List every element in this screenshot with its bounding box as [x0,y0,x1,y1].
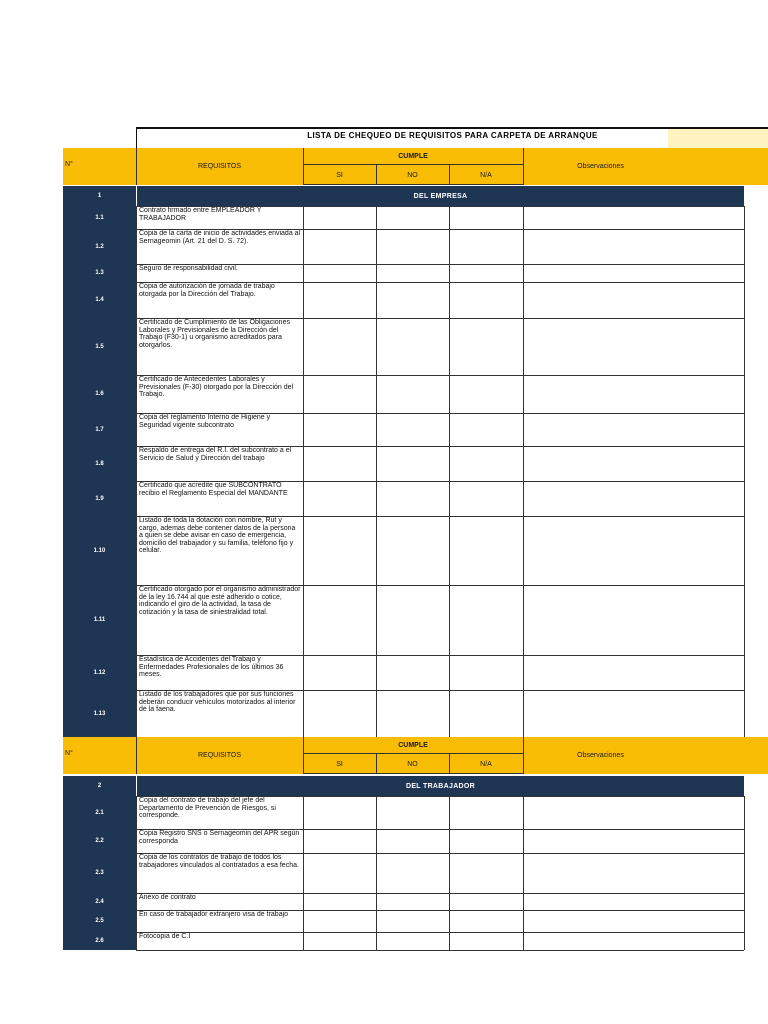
header-1-na: N/A [480,171,492,179]
na-cell[interactable] [449,893,523,910]
header-1-vline [449,164,450,185]
requirement-text: Certificado de Antecedentes Laborales y Previsionales (F-30) otorgado por la Dirección del Trabajo. [139,376,294,399]
row-divider [136,229,744,230]
si-cell[interactable] [303,446,376,481]
header-2-no: NO [407,760,418,768]
observation-cell[interactable] [523,446,744,481]
na-cell[interactable] [449,516,523,585]
header-2-vline [376,753,377,774]
section-number: 1 [63,186,136,206]
no-cell[interactable] [376,413,449,446]
no-cell[interactable] [376,893,449,910]
row-number: 2.3 [63,853,136,893]
requirement-text: Copia del reglamento Interno de Higiene y Seguridad vigente subcontrato [139,414,271,429]
no-cell[interactable] [376,829,449,853]
header-1-n: N° [65,161,73,168]
no-cell[interactable] [376,229,449,264]
column-divider [303,206,304,737]
column-divider [376,206,377,737]
observation-cell[interactable] [523,585,744,655]
requirement-text: Estadística de Accidentes del Trabajo y Enfermedades Profesionales de los últimos 36 meses. [139,656,284,679]
header-1-si: SI [336,171,343,179]
si-cell[interactable] [303,229,376,264]
observation-cell[interactable] [523,829,744,853]
row-divider [136,375,744,376]
requirement-text: Seguro de responsabilidad civil. [139,265,238,272]
requirement-text: Certificado que acredite que SUBCONTRATO recibio el Reglamento Especial del MANDANTE [139,482,288,497]
section-title: DEL TRABAJADOR [137,776,744,796]
no-cell[interactable] [376,853,449,893]
row-number: 1.7 [63,413,136,446]
header-2-cumple: CUMPLE [398,741,428,749]
row-number: 2.5 [63,910,136,932]
requirement-text: Copia de autorización de jornada de trabajo otorgada por la Dirección del Trabajo. [139,283,275,298]
header-1-observaciones: Observaciones [577,163,624,170]
si-cell[interactable] [303,413,376,446]
requirement-text: Certificado de Cumplimiento de las Obligaciones Laborales y Previsionales de la Dirección del Trabajo (F30-1) u organismo acreditados para otorgarlos. [139,319,290,349]
observation-cell[interactable] [523,229,744,264]
si-cell[interactable] [303,910,376,932]
na-cell[interactable] [449,910,523,932]
observation-cell[interactable] [523,375,744,413]
header-2-observaciones: Observaciones [577,752,624,759]
no-cell[interactable] [376,516,449,585]
no-cell[interactable] [376,910,449,932]
na-cell[interactable] [449,229,523,264]
si-cell[interactable] [303,375,376,413]
na-cell[interactable] [449,318,523,375]
observation-cell[interactable] [523,264,744,282]
row-divider [136,481,744,482]
requirement-text: Copia Registro SNS o Sernageomin del APR según corresponda [139,830,300,845]
no-cell[interactable] [376,282,449,318]
row-number: 1.9 [63,481,136,516]
row-divider [136,585,744,586]
header-2-vline [136,737,137,774]
si-cell[interactable] [303,796,376,829]
header-1-cumple: CUMPLE [398,152,428,160]
header-1-no: NO [407,171,418,179]
row-divider [136,516,744,517]
row-number: 1.5 [63,318,136,375]
si-cell[interactable] [303,318,376,375]
header-2-vline [449,753,450,774]
row-divider [136,655,744,656]
row-number: 1.12 [63,655,136,690]
si-cell[interactable] [303,264,376,282]
row-number: 1.4 [63,282,136,318]
title-tail [668,129,768,148]
requirement-text: Contrato firmado entre EMPLEADOR Y TRABAJADOR [139,207,262,222]
no-cell[interactable] [376,690,449,737]
row-number: 1.3 [63,264,136,282]
row-divider [136,910,744,911]
requirement-text: Copia del contrato de trabajo del jefe del Departamento de Prevención de Riesgos, si corresponde. [139,797,276,820]
requirement-text: Certificado otorgado por el organismo administrador de la ley 16.744 al que esté adherido o cotice, indicando el giro de la actividad, la tasa de cotización y la tasa de siniestralidad total. [139,586,301,616]
row-divider [136,282,744,283]
requirement-text: Respaldo de entrega del R.I. del subcontrato a el Servicio de Salud y Dirección del trabajo [139,447,292,462]
row-divider [136,893,744,894]
row-divider [136,829,744,830]
header-1-vline [136,148,137,185]
header-2-n: N° [65,750,73,757]
si-cell[interactable] [303,690,376,737]
header-1-vline [376,164,377,185]
column-divider [303,796,304,950]
row-number: 1.10 [63,516,136,585]
column-divider [744,206,745,737]
si-cell[interactable] [303,516,376,585]
section-title: DEL EMPRESA [137,186,744,206]
na-cell[interactable] [449,796,523,829]
column-divider [376,796,377,950]
no-cell[interactable] [376,932,449,950]
na-cell[interactable] [449,690,523,737]
no-cell[interactable] [376,655,449,690]
si-cell[interactable] [303,655,376,690]
row-divider [136,932,744,933]
header-2-na: N/A [480,760,492,768]
header-1-hline [303,184,523,185]
column-divider [523,796,524,950]
na-cell[interactable] [449,655,523,690]
observation-cell[interactable] [523,910,744,932]
requirement-text: Listado de los trabajadores que por sus funciones deberán conducir vehículos motorizados al interior de la faena. [139,691,296,714]
checklist-title: LISTA DE CHEQUEO DE REQUISITOS PARA CARPETA DE ARRANQUE [136,127,768,148]
observation-cell[interactable] [523,932,744,950]
header-1-requisitos: REQUISITOS [197,163,242,170]
row-number: 1.1 [63,206,136,229]
no-cell[interactable] [376,318,449,375]
na-cell[interactable] [449,829,523,853]
row-divider [136,446,744,447]
column-divider [136,796,137,950]
row-number: 2.2 [63,829,136,853]
row-number: 1.13 [63,690,136,737]
header-2-si: SI [336,760,343,768]
observation-cell[interactable] [523,413,744,446]
na-cell[interactable] [449,282,523,318]
column-divider [523,206,524,737]
row-number: 2.6 [63,932,136,950]
no-cell[interactable] [376,264,449,282]
si-cell[interactable] [303,206,376,229]
row-divider [136,950,744,951]
header-2-vline [523,737,524,774]
header-1-vline [303,148,304,185]
section-number: 2 [63,776,136,796]
row-number: 2.4 [63,893,136,910]
no-cell[interactable] [376,206,449,229]
observation-cell[interactable] [523,655,744,690]
observation-cell[interactable] [523,796,744,829]
na-cell[interactable] [449,446,523,481]
na-cell[interactable] [449,932,523,950]
row-divider [136,853,744,854]
no-cell[interactable] [376,446,449,481]
column-divider [449,796,450,950]
row-number: 1.6 [63,375,136,413]
row-number: 1.2 [63,229,136,264]
row-divider [136,690,744,691]
requirement-text: En caso de trabajador extranjero visa de trabajo [139,911,289,918]
row-divider [136,318,744,319]
no-cell[interactable] [376,481,449,516]
observation-cell[interactable] [523,853,744,893]
row-divider [136,264,744,265]
header-1-hline [303,164,523,165]
row-divider [136,413,744,414]
row-number: 1.8 [63,446,136,481]
si-cell[interactable] [303,893,376,910]
no-cell[interactable] [376,585,449,655]
column-divider [449,206,450,737]
na-cell[interactable] [449,413,523,446]
row-divider [136,206,744,207]
requirement-text: Copia de los contratos de trabajo de todos los trabajadores vinculados al contratados a esa fecha. [139,854,299,869]
observation-cell[interactable] [523,516,744,585]
no-cell[interactable] [376,375,449,413]
column-divider [744,796,745,950]
row-divider [136,796,744,797]
header-1-vline [523,148,524,185]
si-cell[interactable] [303,829,376,853]
si-cell[interactable] [303,481,376,516]
na-cell[interactable] [449,206,523,229]
column-divider [136,206,137,737]
si-cell[interactable] [303,282,376,318]
observation-cell[interactable] [523,893,744,910]
na-cell[interactable] [449,375,523,413]
observation-cell[interactable] [523,318,744,375]
header-2-hline [303,753,523,754]
header-2-requisitos: REQUISITOS [197,752,242,759]
si-cell[interactable] [303,853,376,893]
si-cell[interactable] [303,585,376,655]
requirement-text: Copia de la carta de inicio de actividades enviada al Sernageomin (Art. 21 del D. S. 72). [139,230,301,245]
na-cell[interactable] [449,481,523,516]
observation-cell[interactable] [523,206,744,229]
observation-cell[interactable] [523,690,744,737]
no-cell[interactable] [376,796,449,829]
requirement-text: Anexo de contrato [139,894,196,901]
requirement-text: Listado de toda la dotación con nombre, Rut y cargo, ademas debe contener datos de la persona a quien se debe avisar en caso de emergencia, domicilio del trabajador y su familia, teléfono fijo y celular. [139,517,296,555]
na-cell[interactable] [449,853,523,893]
na-cell[interactable] [449,585,523,655]
observation-cell[interactable] [523,282,744,318]
header-2-hline [303,773,523,774]
si-cell[interactable] [303,932,376,950]
requirement-text: Fotocopia de C.I [139,933,191,940]
header-2-vline [303,737,304,774]
row-number: 1.11 [63,585,136,655]
na-cell[interactable] [449,264,523,282]
observation-cell[interactable] [523,481,744,516]
row-number: 2.1 [63,796,136,829]
